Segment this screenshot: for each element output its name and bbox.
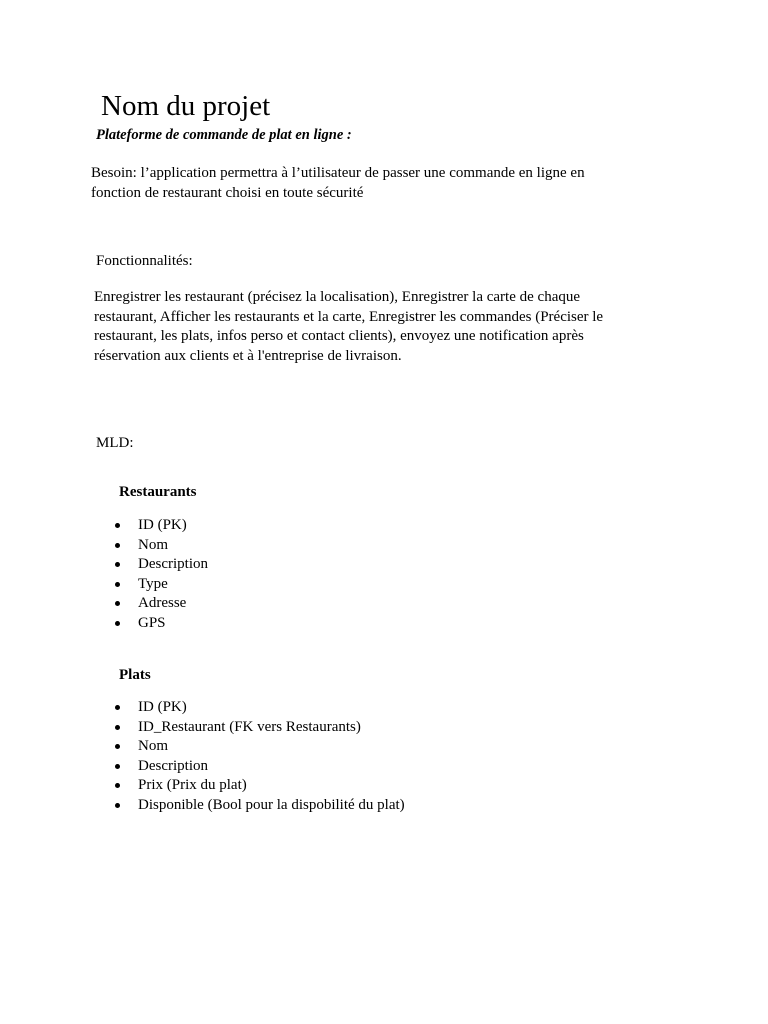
- field-list-plats: [110, 698, 405, 816]
- fonctionnalites-heading: Fonctionnalités:: [96, 253, 193, 269]
- field-label: ID (PK): [138, 699, 187, 715]
- bullet-icon: [115, 764, 120, 769]
- field-list-restaurants: [110, 516, 208, 634]
- list-item: [110, 575, 208, 595]
- project-title: Nom du projet: [101, 90, 271, 122]
- bullet-icon: [115, 621, 120, 626]
- field-label: Nom: [138, 536, 168, 553]
- list-item: [110, 516, 208, 536]
- fonctionnalites-paragraph: Enregistrer les restaurant (précisez la localisation), Enregistrer la carte de chaque restaurant, Afficher les restaurants et la carte, Enregistrer les commandes (Préciser le restaurant, les plats, infos perso et contact clients), envoyez une notification après réservation aux clients et à l'entreprise de livraison.: [94, 289, 604, 364]
- list-item: [110, 614, 208, 634]
- bullet-icon: [115, 803, 120, 808]
- list-item: [110, 796, 405, 816]
- field-label: Nom: [138, 738, 168, 755]
- list-item: [110, 698, 405, 718]
- list-item: [110, 757, 405, 777]
- project-subtitle: Plateforme de commande de plat en ligne :: [96, 127, 352, 143]
- field-label: Adresse: [138, 595, 187, 612]
- mld-heading: MLD:: [96, 435, 134, 451]
- list-item: [110, 536, 208, 556]
- list-item: [110, 718, 405, 738]
- besoin-paragraph: Besoin: l’application permettra à l’utilisateur de passer une commande en ligne en fonction de restaurant choisi en toute sécurité: [91, 165, 585, 201]
- bullet-icon: [115, 523, 120, 528]
- bullet-icon: [115, 744, 120, 749]
- bullet-icon: [115, 562, 120, 567]
- bullet-icon: [115, 582, 120, 587]
- bullet-icon: [115, 725, 120, 730]
- field-label: Disponible (Bool pour la dispobilité du plat): [138, 796, 405, 813]
- bullet-icon: [115, 783, 120, 788]
- list-item: [110, 737, 405, 757]
- bullet-icon: [115, 601, 120, 606]
- field-label: Description: [138, 556, 208, 573]
- field-label: Prix (Prix du plat): [138, 777, 247, 794]
- field-label: ID_Restaurant (FK vers Restaurants): [138, 718, 361, 735]
- list-item: [110, 555, 208, 575]
- bullet-icon: [115, 705, 120, 710]
- list-item: [110, 594, 208, 614]
- entity-title-restaurants: Restaurants: [119, 484, 197, 500]
- field-label: GPS: [138, 614, 166, 631]
- entity-title-plats: Plats: [119, 667, 151, 683]
- field-label: Description: [138, 757, 208, 774]
- list-item: [110, 776, 405, 796]
- bullet-icon: [115, 543, 120, 548]
- field-label: ID (PK): [138, 517, 187, 533]
- field-label: Type: [138, 575, 168, 592]
